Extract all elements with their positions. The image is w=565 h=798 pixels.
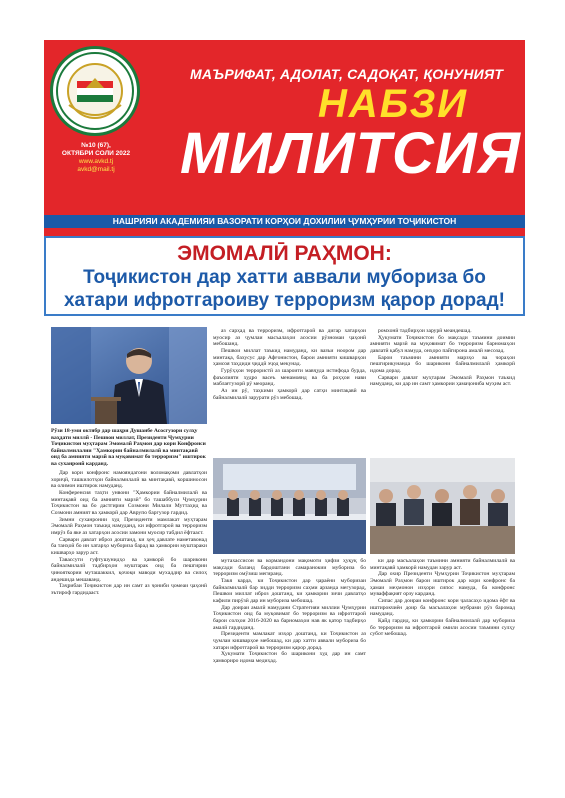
paragraph: Гурӯҳҳои террористӣ аз шароити мавҷуда истифода бурда, фаъолияти худро васеъ менамоянд ва ба роҳҳои нави маблағгузорӣ рӯ меоранд. [213, 367, 366, 388]
paragraph: Президенти мамлакат изҳор доштанд, ки Тоҷикистон аз ҷумлаи кишварҳое мебошад, ки дар хатти аввали мубориза бо хатари ифротгароӣ ва терроризм қарор дорад. [213, 631, 366, 651]
paragraph: Тавассути гуфтушунидҳо ва ҳамкорӣ бо шарикони байналмилалӣ тадбирҳои муштарак оид ба пешгирии ҷинояткории муташаккил, қочоқи маводи мухаддир ва силоҳ андешида мешаванд. [51, 556, 207, 583]
paragraph: Ҳукумати Тоҷикистон бо мақсади таъмини доимии амнияти марзӣ ва муқовимат бо терроризм барномаҳои давлатӣ қабул намуда, онҳоро пайгирона амалӣ месозад. [370, 334, 515, 354]
headline-name: ЭМОМАЛӢ РАҲМОН: [177, 242, 392, 265]
photo-caption: Рӯзи 18-уми октябр дар шаҳри Душанбе Асосгузори сулҳу ваҳдати миллӣ - Пешвои миллат, Президенти Ҷумҳурии Тоҷикистон муҳтарам Эмомалӣ Раҳмон дар кори Конфронси байналмилалии "Ҳамкории байналмилалӣ ва минтақавӣ оид ба амнияти марзӣ ва муқовимат бо терроризм" иштирок ва суханронӣ карданд. [51, 428, 206, 467]
headline-box [44, 236, 525, 316]
newspaper-title-line1: НАБЗИ [318, 82, 469, 126]
speaker-photo [51, 327, 207, 424]
article-column-4 [213, 558, 366, 795]
paragraph: ромхонӣ тадбирҳои зарурӣ меандешад. [378, 328, 472, 334]
paragraph: Таҷрибаи Тоҷикистон дар ин самт аз ҷониби ҷомеаи ҷаҳонӣ эътироф гардидааст. [51, 583, 207, 596]
paragraph: Дар доираи амалӣ намудани Стратегияи миллии Ҷумҳурии Тоҷикистон оид ба муқовимат бо терроризм ва ифротгароӣ барои солҳои 2016-2020 ва барномаҳои нав як қатор тадбирҳо амалӣ гардиданд. [213, 604, 366, 631]
newspaper-title-line2: МИЛИТСИЯ [180, 121, 521, 186]
paragraph: Конференсия таҳти унвони "Ҳамкории байналмилалӣ ва минтақавӣ оид ба амнияти марзӣ" бо ташаббуси Ҷумҳурии Тоҷикистон ва бо дастгирии Созмони Милали Муттаҳид ва Созмони амният ва ҳамкорӣ дар Аврупо баргузор гардид. [51, 489, 207, 516]
publisher-text: НАШРИЯИ АКАДЕМИЯИ ВАЗОРАТИ КОРҲОИ ДОХИЛИИ ҶУМҲУРИИ ТОҶИКИСТОН [112, 216, 457, 226]
academy-emblem-icon [50, 46, 140, 136]
article-column-1 [51, 470, 207, 795]
issue-info [52, 142, 140, 174]
audience-photo [370, 458, 515, 554]
article-column-2 [213, 328, 366, 454]
email-link[interactable]: avkd@mail.tj [77, 166, 115, 173]
headline-title: Тоҷикистон дар хатти аввали мубориза бо хатари ифротгароиву терроризм қарор дорад! [63, 267, 506, 311]
masthead-slogan: МАЪРИФАТ, АДОЛАТ, САДОҚАТ, ҚОНУНИЯТ [190, 66, 504, 82]
paragraph: Қайд гардид, ки ҳамкории байналмилалӣ дар мубориза бо терроризм ва ифротгароӣ омили асосии таъмини сулҳу субот мебошад. [370, 617, 515, 638]
conference-hall-photo [213, 458, 366, 554]
article-column-5 [370, 558, 515, 795]
paragraph: Барои таъмини амнияти марзҳо ва чораҳои пешгирикунанда бо шарикони байналмилалӣ ҳамкорӣ идома дорад. [370, 354, 515, 374]
article-column-3 [370, 328, 515, 454]
website-link[interactable]: www.avkd.tj [78, 158, 114, 165]
paragraph: Пешвои миллат таъкид намуданд, ки вазъи ноором дар минтақа, бахусус дар Афғонистон, барои амнияти кишварҳои ҳамсоя таҳдиди ҷиддӣ эҷод мекунад. [213, 347, 366, 368]
paragraph: ки дар масъалаҳои таъмини амнияти байналмилалӣ ва минтақавӣ ҳамкорӣ намудан зарур аст. [370, 558, 515, 571]
paragraph: мутахассисон ва кормандони мақомоти ҳифзи ҳуқуқ бо мақсади баланд бардоштани самаранокии мубориза бо терроризм омӯзиш мегиранд. [213, 558, 366, 578]
paragraph: Дар кори конфронс намояндагони воломақоми давлатҳои хориҷӣ, ташкилотҳои байналмилалӣ ва минтақавӣ, коршиносон ва олимон иштирок намуданд. [51, 470, 207, 490]
paragraph: Сипас дар доираи конфронс кори ҷаласаҳо идома ёфт ва иштирокчиён доир ба масъалаҳои мубрами рӯз баромад намуданд. [370, 597, 515, 618]
paragraph: Ҳукумати Тоҷикистон бо шарикони худ дар ин самт ҳамкориро идома медиҳад. [213, 651, 366, 664]
paragraph: Зимни суханронии худ Президенти мамлакат муҳтарам Эмомалӣ Раҳмон таъкид намуданд, ки ифротгароӣ ва терроризм имрӯз ба яке аз хатарҳои асосии замони муосир табдил ёфтааст. [51, 516, 207, 536]
paragraph: Дар охир Президенти Ҷумҳурии Тоҷикистон муҳтарам Эмомалӣ Раҳмон барои иштирок дар кори конфронс ба ҳамаи меҳмонон изҳори сипос намуда, ба конфронс муваффақият орзу карданд. [370, 571, 515, 598]
issue-number: №10 (67), [81, 142, 111, 149]
paragraph: Аз ин рӯ, таҳкими ҳамкорӣ дар сатҳи минтақавӣ ва байналмилалӣ зарурати рӯз мебошад. [213, 387, 366, 401]
issue-date: ОКТЯБРИ СОЛИ 2022 [61, 150, 131, 157]
paragraph: аз сарҳад ва терроризм, ифротгароӣ ва дигар хатарҳои муосир аз ҷумлаи масъалаҳои асосии рӯзномаи ҷаҳонӣ мебошанд. [213, 328, 366, 348]
paragraph: Сарвари давлат муҳтарам Эмомалӣ Раҳмон таъкид намуданд, ки дар ин самт ҳамкории ҳамаҷониба муҳим аст. [370, 374, 515, 388]
publisher-bar [44, 215, 525, 228]
paragraph: Сарвари давлат иброз доштанд, ки ҳеҷ давлате наметавонад ба танҳоӣ бо ин хатарҳо мубориза барад ва ҳамкории муштараки кишварҳо зарур аст. [51, 536, 207, 556]
paragraph: Такя карда, ки Тоҷикистон дар ҷараёни муборизаи байналмилалӣ бар зидди терроризм саҳми арзанда мегузорад, Пешвои миллат иброз доштанд, ки ҳамкории зичи давлатҳо кафили пирӯзӣ дар ин мубориза мебошад. [213, 577, 366, 604]
